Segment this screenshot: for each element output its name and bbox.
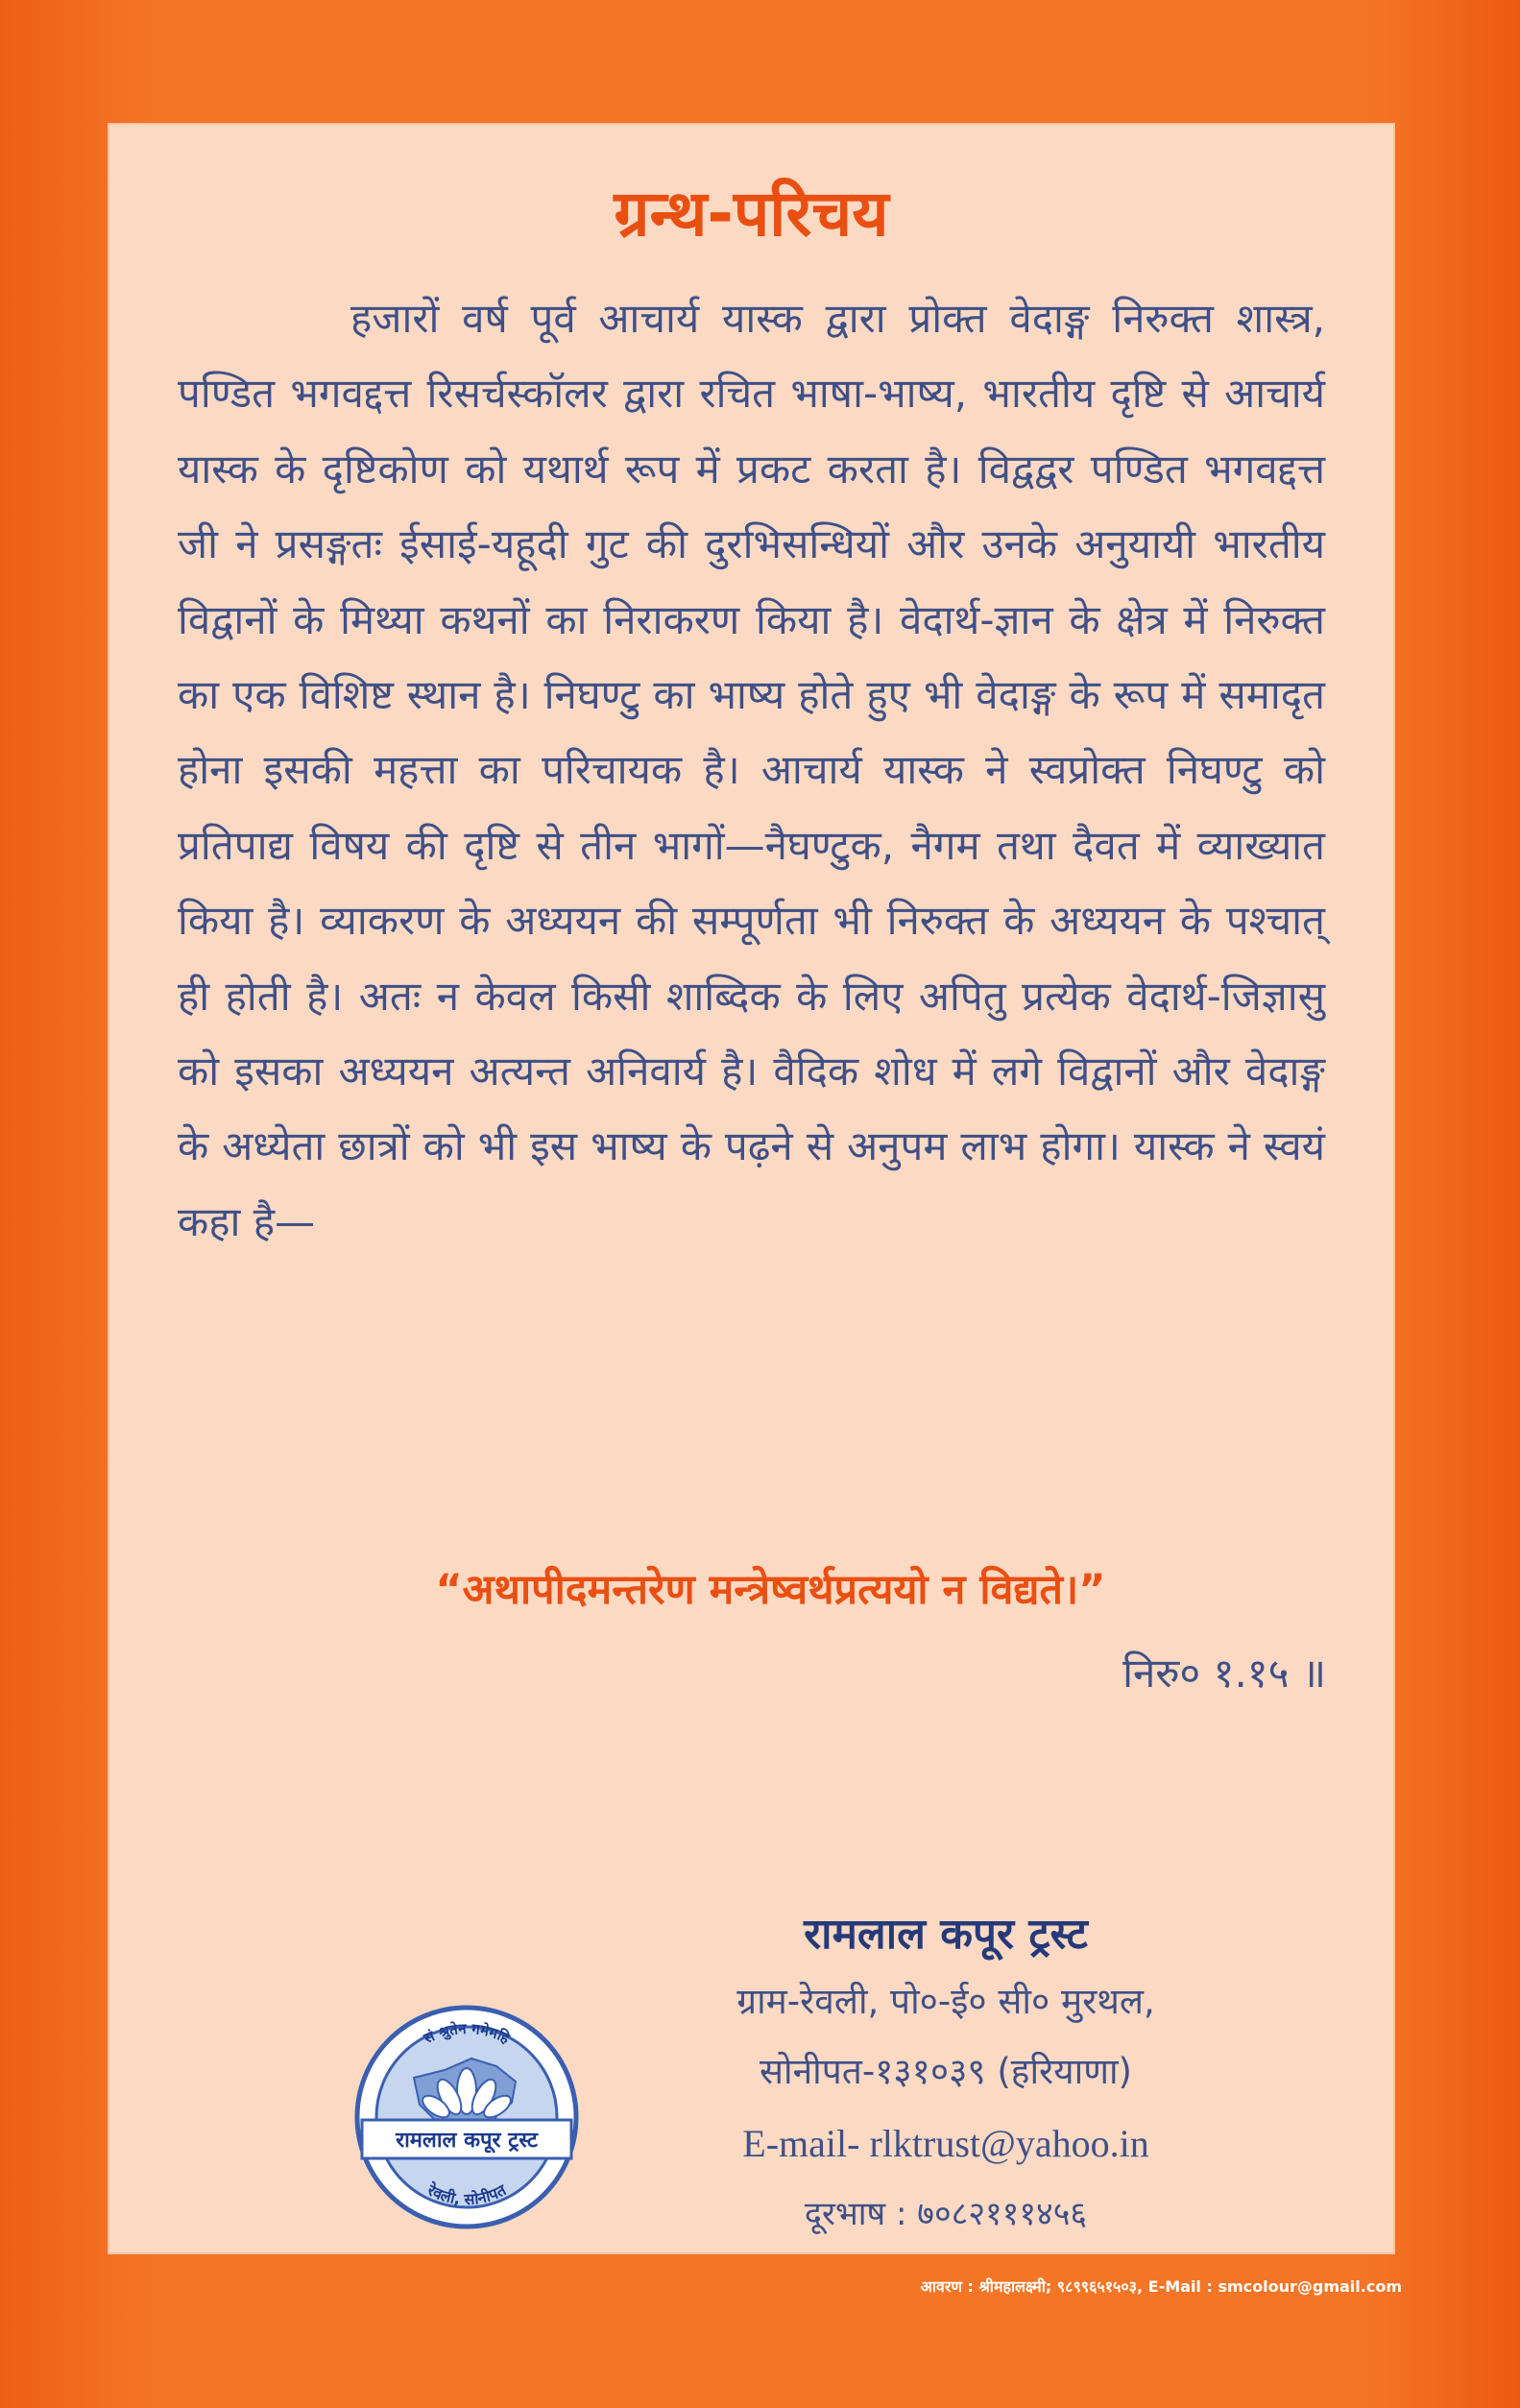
intro-paragraph: हजारों वर्ष पूर्व आचार्य यास्क द्वारा प्रोक्त वेदाङ्ग निरुक्त शास्त्र, पण्डित भगवद्दत्त रिसर्चस्कॉलर द्वारा रचित भाषा-भाष्य, भारतीय दृष्टि से आचार्य यास्क के दृष्टिकोण को यथार्थ रूप में प्रकट करता है। विद्वद्वर पण्डित भगवद्दत्त जी ने प्रसङ्गतः ईसाई-यहूदी गुट की दुरभिसन्धियों और उनके अनुयायी भारतीय विद्वानों के मिथ्या कथनों का निराकरण किया है। वेदार्थ-ज्ञान के क्षेत्र में निरुक्त का एक विशिष्ट स्थान है। निघण्टु का भाष्य होते हुए भी वेदाङ्ग के रूप में समादृत होना इसकी महत्ता का परिचायक है। आचार्य यास्क ने स्वप्रोक्त निघण्टु को प्रतिपाद्य विषय की दृष्टि से तीन भागों—नैघण्टुक, नैगम तथा दैवत में व्याख्यात किया है। व्याकरण के अध्ययन की सम्पूर्णता भी निरुक्त के अध्ययन के पश्चात् ही होती है। अतः न केवल किसी शाब्दिक के लिए अपितु प्रत्येक वेदार्थ-जिज्ञासु को इसका अध्ययन अत्यन्त अनिवार्य है। वैदिक शोध में लगे विद्वानों और वेदाङ्ग के अध्येता छात्रों को भी इस भाष्य के पढ़ने से अनुपम लाभ होगा। यास्क ने स्वयं कहा है—	[178, 295, 1325, 1245]
seal-motto: सं श्रुतेन गमेमहि	[421, 2019, 513, 2048]
publisher-address-line2: सोनीपत-१३१०३९ (हरियाणा)	[760, 2051, 1132, 2092]
seal-place: रेवली, सोनीपत	[423, 2180, 510, 2209]
publisher-address-line1: ग्राम-रेवली, पो०-ई० सी० मुरथल,	[736, 1981, 1155, 2022]
page-title: ग्रन्थ-परिचय	[614, 177, 889, 251]
publisher-email: E-mail- rlktrust@yahoo.in	[742, 2122, 1149, 2165]
sanskrit-quote: “अथापीदमन्तरेण मन्त्रेष्वर्थप्रत्ययो न विद्यते।”	[435, 1566, 1106, 1614]
quote-reference: निरु० १.१५ ॥	[1122, 1649, 1326, 1697]
content-panel	[108, 123, 1395, 2254]
cover-credits: आवरण : श्रीमहालक्ष्मी; ९८९९६५१५०३, E-Mail : smcolour@gmail.com	[920, 2277, 1402, 2296]
seal-name: रामलाल कपूर ट्रस्ट	[396, 2129, 538, 2153]
trust-seal-logo	[352, 2003, 581, 2231]
publisher-name: रामलाल कपूर ट्रस्ट	[804, 1910, 1088, 1959]
publisher-phone: दूरभाष : ७०८२१११४५६	[804, 2195, 1088, 2233]
